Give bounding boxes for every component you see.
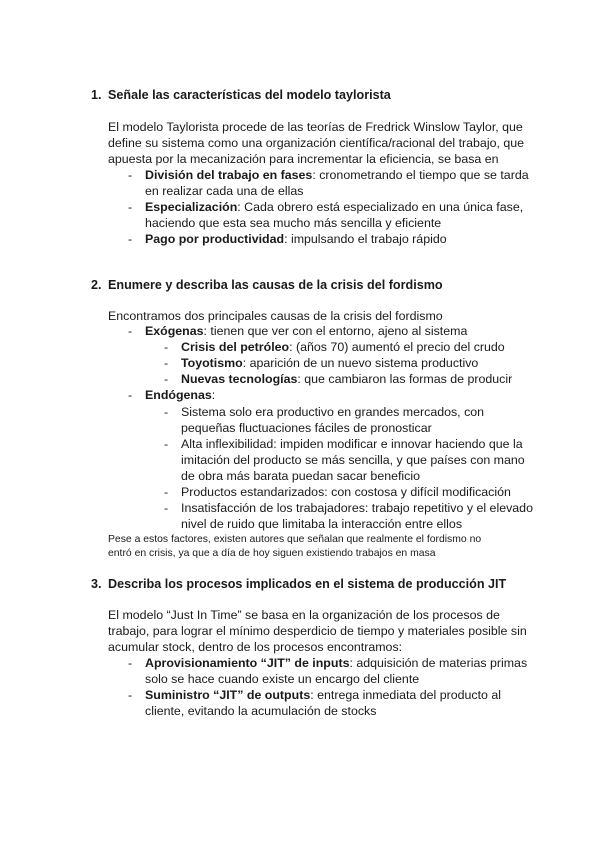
question-number: 1.: [91, 88, 102, 102]
question-title: Enumere y describa las causas de la crisis del fordismo: [108, 278, 443, 292]
bullet-text: : tienen que ver con el entorno, ajeno al sistema: [203, 324, 468, 338]
bullet-text: : adquisición de materias primas: [349, 656, 528, 670]
bullet-dash: -: [128, 656, 133, 670]
paragraph-line: apuesta por la mecanización para incrementar la eficiencia, se basa en: [108, 151, 499, 166]
paragraph-line: define su sistema como una organización científica/racional del trabajo, que: [108, 135, 525, 150]
bullet-continuation: solo se hace cuando existe un encargo del cliente: [145, 672, 420, 686]
bullet-text: :: [211, 388, 216, 402]
sub-bullet-continuation: nivel de ruido que limitaba la interacción entre ellos: [181, 517, 463, 531]
bullet-term: Suministro “JIT” de outputs: [145, 688, 311, 702]
sub-bullet-continuation: imitación del producto se más sencilla, y que países con mano: [181, 453, 525, 467]
bullet-text: : que cambiaron las formas de producir: [297, 372, 513, 386]
paragraph-line: El modelo “Just In Time” se basa en la organización de los procesos de: [108, 608, 500, 622]
sub-bullet-item: [181, 372, 512, 388]
paragraph-line: El modelo Taylorista procede de las teorías de Fredrick Winslow Taylor, que: [108, 120, 523, 134]
bullet-continuation: en realizar cada una de ellas: [145, 184, 304, 198]
question-1-heading: [91, 88, 391, 104]
note-line: entró en crisis, ya que a día de hoy siguen existiendo trabajos en masa: [108, 548, 436, 559]
question-3-heading: [91, 577, 506, 593]
bullet-dash: -: [128, 168, 133, 182]
bullet-term: Pago por productividad: [145, 232, 285, 246]
bullet-dash: -: [128, 200, 133, 214]
sub-bullet-continuation: de obra más barata puedan sacar beneficio: [181, 469, 421, 483]
bullet-term: Endógenas: [145, 388, 212, 402]
paragraph-line: trabajo, para lograr el mínimo desperdicio de tiempo y materiales posible sin: [108, 623, 527, 638]
sub-bullet-dash: -: [164, 372, 169, 386]
bullet-term: Nuevas tecnologías: [181, 372, 298, 386]
bullet-dash: -: [128, 688, 133, 702]
section-2-note: [108, 533, 528, 561]
bullet-term: Toyotismo: [181, 356, 243, 370]
bullet-text: : Cada obrero está especializado en una única fase,: [237, 200, 524, 214]
bullet-term: División del trabajo en fases: [145, 168, 313, 182]
question-number: 2.: [91, 278, 102, 292]
bullet-item: [145, 688, 501, 704]
sub-bullet-continuation: pequeñas fluctuaciones fáciles de pronosticar: [181, 421, 432, 435]
sub-bullet-dash: -: [164, 501, 169, 515]
paragraph-line: Encontramos dos principales causas de la crisis del fordismo: [108, 309, 443, 323]
bullet-text: : (años 70) aumentó el precio del crudo: [289, 340, 505, 354]
bullet-term: Exógenas: [145, 324, 204, 338]
bullet-term: Especialización: [145, 200, 238, 214]
bullet-dash: -: [128, 324, 133, 338]
sub-bullet-dash: -: [164, 340, 169, 354]
note-line: Pese a estos factores, existen autores que señalan que realmente el fordismo no: [108, 534, 482, 545]
question-title: Describa los procesos implicados en el sistema de producción JIT: [108, 577, 507, 591]
sub-bullet-item: [181, 356, 478, 372]
bullet-item: [145, 388, 215, 404]
paragraph-line: acumular stock, dentro de los procesos encontramos:: [108, 639, 403, 654]
question-number: 3.: [91, 577, 102, 591]
bullet-dash: -: [128, 388, 133, 402]
bullet-term: Crisis del petróleo: [181, 340, 290, 354]
sub-bullet-dash: -: [164, 356, 169, 370]
bullet-text: : entrega inmediata del producto al: [310, 688, 502, 702]
section-3-intro: [108, 608, 528, 655]
bullet-text: : cronometrando el tiempo que se tarda: [312, 168, 529, 182]
sub-bullet-item: Productos estandarizados: con costosa y difícil modificación: [181, 485, 511, 499]
bullet-continuation: haciendo que esta sea mucho más sencilla y eficiente: [145, 216, 442, 230]
bullet-item: [145, 200, 523, 216]
bullet-text: : impulsando el trabajo rápido: [284, 232, 447, 246]
bullet-item: [145, 656, 527, 672]
sub-bullet-item: [181, 340, 505, 356]
bullet-text: : aparición de un nuevo sistema productivo: [242, 356, 479, 370]
sub-bullet-item: Insatisfacción de los trabajadores: trabajo repetitivo y el elevado: [181, 501, 533, 515]
bullet-item: [145, 324, 467, 340]
bullet-continuation: cliente, evitando la acumulación de stocks: [145, 704, 377, 718]
question-title: Señale las características del modelo taylorista: [108, 88, 391, 102]
sub-bullet-dash: -: [164, 485, 169, 499]
bullet-item: [145, 232, 447, 248]
bullet-dash: -: [128, 232, 133, 246]
section-2-intro: [108, 309, 528, 325]
sub-bullet-item: Sistema solo era productivo en grandes mercados, con: [181, 405, 485, 419]
sub-bullet-dash: -: [164, 405, 169, 419]
bullet-term: Aprovisionamiento “JIT” de inputs: [145, 656, 350, 670]
section-1-intro: [108, 120, 528, 167]
bullet-item: [145, 168, 529, 184]
sub-bullet-item: Alta inflexibilidad: impiden modificar e innovar haciendo que la: [181, 437, 523, 451]
question-2-heading: [91, 278, 443, 294]
sub-bullet-dash: -: [164, 437, 169, 451]
